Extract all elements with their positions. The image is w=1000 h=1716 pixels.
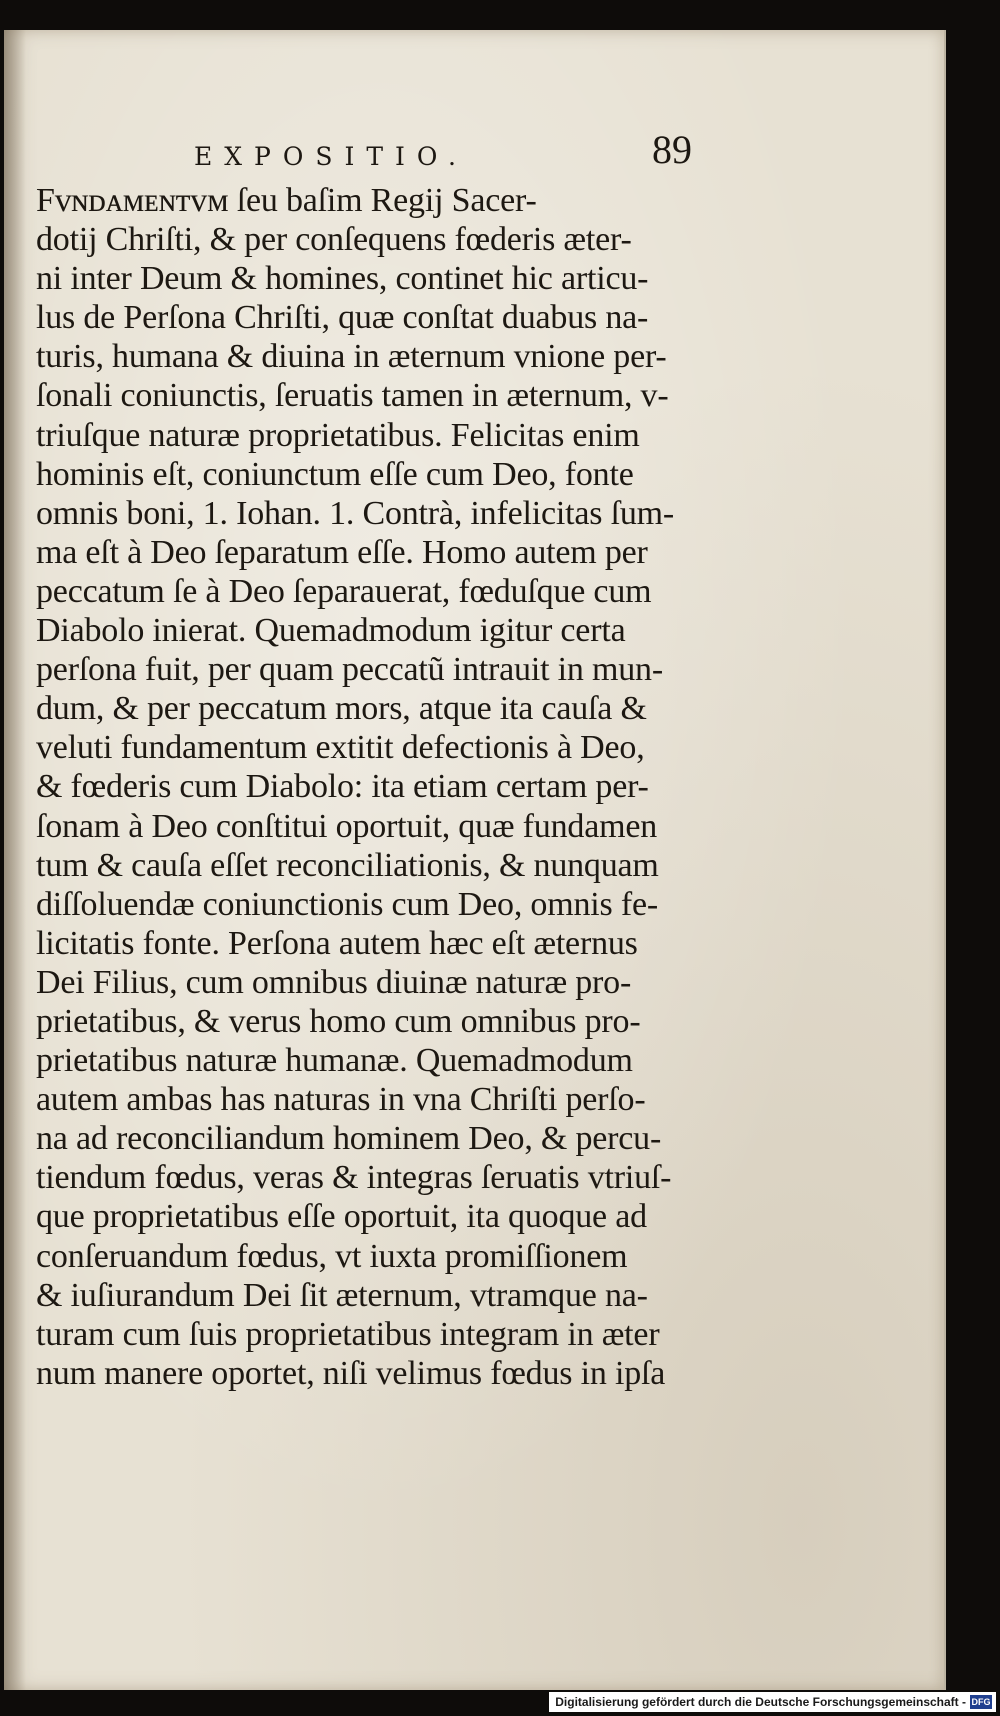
text-line: & iuſiurandum Dei ſit æternum, vtramque na- <box>36 1276 648 1314</box>
book-page <box>4 30 946 1690</box>
body-text <box>36 181 726 1393</box>
text-line: peccatum ſe à Deo ſeparauerat, fœduſque cum <box>36 572 652 610</box>
text-line: prietatibus, & verus homo cum omnibus pro- <box>36 1002 641 1040</box>
page-number: 89 <box>652 127 692 172</box>
text-line: ma eſt à Deo ſeparatum eſſe. Homo autem per <box>36 533 648 571</box>
text-line: ſonam à Deo conſtitui oportuit, quæ fundamen <box>36 807 658 845</box>
text-line: conſeruandum fœdus, vt iuxta promiſſionem <box>36 1237 628 1275</box>
dfg-logo: DFG <box>971 1697 991 1707</box>
text-line: dotij Chriſti, & per conſequens fœderis æter- <box>36 221 632 259</box>
text-line: turis, humana & diuina in æternum vnione per- <box>36 338 667 376</box>
text-line: Dei Filius, cum omnibus diuinæ naturæ pro- <box>36 963 632 1001</box>
text-line: triuſque naturæ proprietatibus. Felicitas enim <box>36 416 640 454</box>
text-line: tum & cauſa eſſet reconciliationis, & nunquam <box>36 846 659 884</box>
text-line: perſona fuit, per quam peccatũ intrauit in mun- <box>36 651 663 689</box>
text-line: ni inter Deum & homines, continet hic articu- <box>36 260 649 298</box>
text-line: licitatis fonte. Perſona autem hæc eſt æternus <box>36 924 638 962</box>
text-line: omnis boni, 1. Iohan. 1. Contrà, infelicitas ſum- <box>36 494 674 532</box>
text-line: veluti fundamentum extitit defectionis à Deo, <box>36 729 645 767</box>
text-line: lus de Perſona Chriſti, quæ conſtat duabus na- <box>36 299 649 337</box>
digitization-credit <box>549 1692 996 1712</box>
text-line: Diabolo inierat. Quemadmodum igitur certa <box>36 612 626 650</box>
text-line: tiendum fœdus, veras & integras ſeruatis vtriuſ- <box>36 1159 672 1197</box>
text-line: & fœderis cum Diabolo: ita etiam certam per- <box>36 768 649 806</box>
text-line: diſſoluendæ coniunctionis cum Deo, omnis fe- <box>36 885 658 923</box>
gutter-shadow <box>4 30 26 1690</box>
credit-text: Digitalisierung gefördert durch die Deutsche Forschungsgemeinschaft - <box>555 1695 966 1709</box>
page-header <box>194 120 724 180</box>
text-line: dum, & per peccatum mors, atque ita cauſa & <box>36 690 647 728</box>
text-line: na ad reconciliandum hominem Deo, & percu- <box>36 1120 662 1158</box>
text-line: ſonali coniunctis, ſeruatis tamen in æternum, v- <box>36 377 669 415</box>
text-line: autem ambas has naturas in vna Chriſti perſo- <box>36 1081 646 1119</box>
text-line: que proprietatibus eſſe oportuit, ita quoque ad <box>36 1198 647 1236</box>
text-line: hominis eſt, coniunctum eſſe cum Deo, fonte <box>36 455 634 493</box>
text-line: prietatibus naturæ humanæ. Quemadmodum <box>36 1042 633 1080</box>
text-line: Fᴠɴᴅᴀᴍᴇɴᴛᴠᴍ ſeu baſim Regij Sacer- <box>36 182 537 219</box>
text-line: num manere oportet, niſi velimus fœdus in ipſa <box>36 1354 666 1392</box>
text-line: turam cum ſuis proprietatibus integram in æter <box>36 1315 660 1353</box>
running-head: EXPOSITIO. <box>194 142 468 171</box>
